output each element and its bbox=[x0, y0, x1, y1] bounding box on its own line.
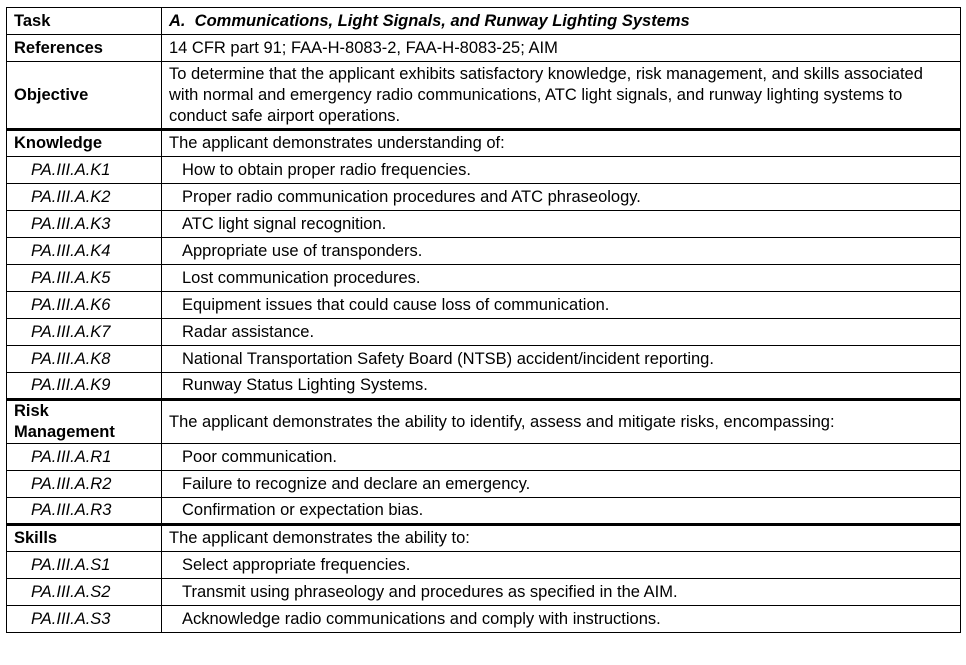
task-title-text: Communications, Light Signals, and Runway Lighting Systems bbox=[194, 11, 690, 30]
knowledge-intro: The applicant demonstrates understanding of: bbox=[162, 130, 961, 157]
element-code: PA.III.A.K6 bbox=[7, 292, 162, 319]
element-text: Transmit using phraseology and procedures as specified in the AIM. bbox=[162, 579, 961, 606]
table-row bbox=[7, 373, 961, 400]
references-text: 14 CFR part 91; FAA-H-8083-2, FAA-H-8083-25; AIM bbox=[162, 35, 961, 62]
element-code: PA.III.A.K2 bbox=[7, 184, 162, 211]
element-code: PA.III.A.K4 bbox=[7, 238, 162, 265]
element-code: PA.III.A.R3 bbox=[7, 498, 162, 525]
element-code: PA.III.A.K9 bbox=[7, 373, 162, 400]
risk-intro: The applicant demonstrates the ability to identify, assess and mitigate risks, encompassing: bbox=[162, 400, 961, 444]
table-row bbox=[7, 444, 961, 471]
element-text: Equipment issues that could cause loss of communication. bbox=[162, 292, 961, 319]
table-row bbox=[7, 552, 961, 579]
risk-label bbox=[7, 400, 162, 444]
table-row bbox=[7, 606, 961, 633]
element-code: PA.III.A.K1 bbox=[7, 157, 162, 184]
element-code: PA.III.A.R1 bbox=[7, 444, 162, 471]
table-row bbox=[7, 157, 961, 184]
risk-label-line1: Risk bbox=[14, 402, 49, 420]
skills-label: Skills bbox=[7, 525, 162, 552]
table-row bbox=[7, 319, 961, 346]
risk-header-row bbox=[7, 400, 961, 444]
table-row bbox=[7, 471, 961, 498]
acs-task-table bbox=[6, 7, 961, 633]
element-code: PA.III.A.K8 bbox=[7, 346, 162, 373]
objective-label: Objective bbox=[7, 62, 162, 130]
risk-label-line2: Management bbox=[14, 423, 115, 441]
element-text: Poor communication. bbox=[162, 444, 961, 471]
references-row bbox=[7, 35, 961, 62]
element-text: How to obtain proper radio frequencies. bbox=[162, 157, 961, 184]
knowledge-header-row bbox=[7, 130, 961, 157]
element-code: PA.III.A.K3 bbox=[7, 211, 162, 238]
table-row bbox=[7, 238, 961, 265]
table-row bbox=[7, 184, 961, 211]
objective-row bbox=[7, 62, 961, 130]
element-code: PA.III.A.S1 bbox=[7, 552, 162, 579]
task-title bbox=[162, 8, 961, 35]
element-text: Lost communication procedures. bbox=[162, 265, 961, 292]
objective-text: To determine that the applicant exhibits satisfactory knowledge, risk management, and skills associated with normal and emergency radio communications, ATC light signals, and runway lighting systems to conduct safe airport operations. bbox=[162, 62, 961, 130]
element-code: PA.III.A.S2 bbox=[7, 579, 162, 606]
element-text: ATC light signal recognition. bbox=[162, 211, 961, 238]
element-code: PA.III.A.S3 bbox=[7, 606, 162, 633]
task-row bbox=[7, 8, 961, 35]
element-text: Acknowledge radio communications and comply with instructions. bbox=[162, 606, 961, 633]
skills-header-row bbox=[7, 525, 961, 552]
table-row bbox=[7, 265, 961, 292]
skills-intro: The applicant demonstrates the ability to: bbox=[162, 525, 961, 552]
element-text: Select appropriate frequencies. bbox=[162, 552, 961, 579]
task-title-prefix: A. bbox=[169, 11, 186, 30]
references-label: References bbox=[7, 35, 162, 62]
knowledge-label: Knowledge bbox=[7, 130, 162, 157]
table-row bbox=[7, 346, 961, 373]
element-text: Proper radio communication procedures and ATC phraseology. bbox=[162, 184, 961, 211]
element-text: Failure to recognize and declare an emergency. bbox=[162, 471, 961, 498]
element-code: PA.III.A.K5 bbox=[7, 265, 162, 292]
task-label: Task bbox=[7, 8, 162, 35]
element-text: National Transportation Safety Board (NTSB) accident/incident reporting. bbox=[162, 346, 961, 373]
table-row bbox=[7, 498, 961, 525]
table-row bbox=[7, 292, 961, 319]
table-row bbox=[7, 579, 961, 606]
table-row bbox=[7, 211, 961, 238]
element-text: Radar assistance. bbox=[162, 319, 961, 346]
element-text: Appropriate use of transponders. bbox=[162, 238, 961, 265]
element-code: PA.III.A.R2 bbox=[7, 471, 162, 498]
element-text: Runway Status Lighting Systems. bbox=[162, 373, 961, 400]
element-text: Confirmation or expectation bias. bbox=[162, 498, 961, 525]
element-code: PA.III.A.K7 bbox=[7, 319, 162, 346]
